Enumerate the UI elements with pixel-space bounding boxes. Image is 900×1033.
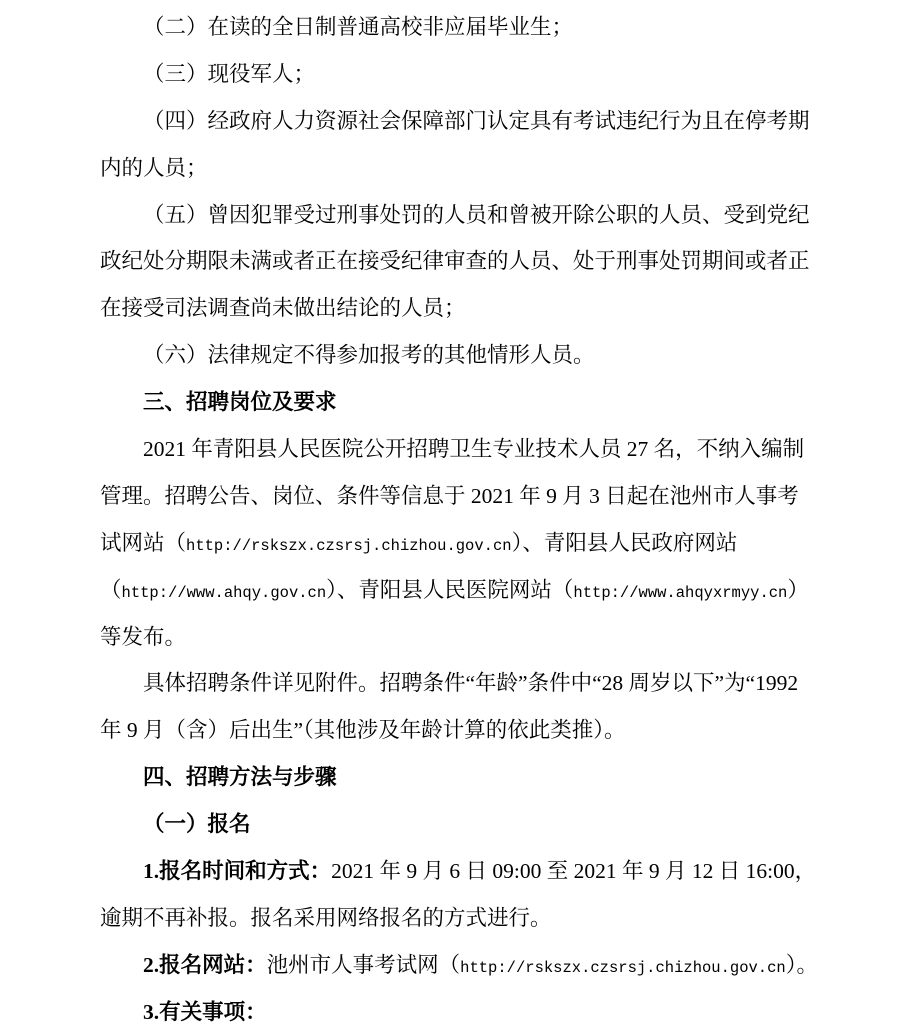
clause-2 xyxy=(100,4,860,51)
heading-text: （一）报名 xyxy=(143,812,251,837)
subsection-registration-heading xyxy=(100,801,860,848)
text-run: ）、青阳县人民政府网站 xyxy=(511,530,738,555)
text-run: （五）曾因犯罪受过刑事处罚的人员和曾被开除公职的人员、受到党纪 xyxy=(143,202,810,227)
text-run: 政纪处分期限未满或者正在接受纪律审查的人员、处于刑事处罚期间或者正 xyxy=(100,249,810,274)
para-positions-line-4 xyxy=(100,567,860,614)
text-run: 年 9 月（含）后出生”（其他涉及年龄计算的依此类推）。 xyxy=(100,718,626,743)
url-text: http://rskszx.czsrsj.chizhou.gov.cn xyxy=(186,536,512,555)
text-run: ）、青阳县人民医院网站（ xyxy=(326,577,574,602)
url-text: http://www.ahqy.gov.cn xyxy=(121,583,327,602)
clause-3 xyxy=(100,51,860,98)
item-1-time-line-1 xyxy=(100,848,860,895)
text-run: 管理。招聘公告、岗位、条件等信息于 2021 年 9 月 3 日起在池州市人事考 xyxy=(100,483,799,508)
para-positions-line-2 xyxy=(100,473,860,520)
text-run: （三）现役军人； xyxy=(143,61,316,86)
text-run: 试网站（ xyxy=(100,530,187,555)
text-run: （ xyxy=(100,577,122,602)
section-4-heading xyxy=(100,754,860,801)
para-positions-line-1 xyxy=(100,426,860,473)
bold-label: 3.有关事项： xyxy=(143,999,267,1024)
clause-5-line-2 xyxy=(100,238,860,285)
clause-4-line-1 xyxy=(100,98,860,145)
url-text: http://www.ahqyxrmyy.cn xyxy=(573,583,788,602)
text-run: 2021 年青阳县人民医院公开招聘卫生专业技术人员 27 名，不纳入编制 xyxy=(143,437,805,462)
text-run: ）。 xyxy=(785,952,818,977)
text-run: （二）在读的全日制普通高校非应届毕业生； xyxy=(143,15,574,39)
bold-label: 1.报名时间和方式： xyxy=(143,859,332,884)
item-2-website xyxy=(100,942,860,989)
text-run: （六）法律规定不得参加报考的其他情形人员。 xyxy=(143,343,595,368)
bold-label: 2.报名网站： xyxy=(143,952,267,977)
heading-text: 四、招聘方法与步骤 xyxy=(143,765,337,790)
text-run: 具体招聘条件详见附件。招聘条件“年龄”条件中“28 周岁以下”为“1992 xyxy=(143,671,799,696)
section-3-heading xyxy=(100,379,860,426)
text-run: 池州市人事考试网（ xyxy=(266,952,461,977)
text-run: 在接受司法调查尚未做出结论的人员； xyxy=(100,296,466,321)
text-run: （四）经政府人力资源社会保障部门认定具有考试违纪行为且在停考期 xyxy=(143,108,810,133)
item-3-matters-heading xyxy=(100,989,860,1033)
text-run: 等发布。 xyxy=(100,624,187,649)
para-positions-line-5 xyxy=(100,614,860,661)
clause-5-line-3 xyxy=(100,285,860,332)
heading-text: 三、招聘岗位及要求 xyxy=(143,390,337,415)
clause-4-line-2 xyxy=(100,145,860,192)
clause-5-line-1 xyxy=(100,192,860,239)
clause-6 xyxy=(100,332,860,379)
para-conditions-line-2 xyxy=(100,707,860,754)
text-run: 2021 年 9 月 6 日 09:00 至 2021 年 9 月 12 日 16:00， xyxy=(331,859,817,884)
para-positions-line-3 xyxy=(100,520,860,567)
text-run: ） xyxy=(787,577,809,602)
url-text: http://rskszx.czsrsj.chizhou.gov.cn xyxy=(460,958,786,977)
text-run: 内的人员； xyxy=(100,155,208,180)
text-run: 逾期不再补报。报名采用网络报名的方式进行。 xyxy=(100,905,552,930)
item-1-time-line-2 xyxy=(100,895,860,942)
para-conditions-line-1 xyxy=(100,660,860,707)
